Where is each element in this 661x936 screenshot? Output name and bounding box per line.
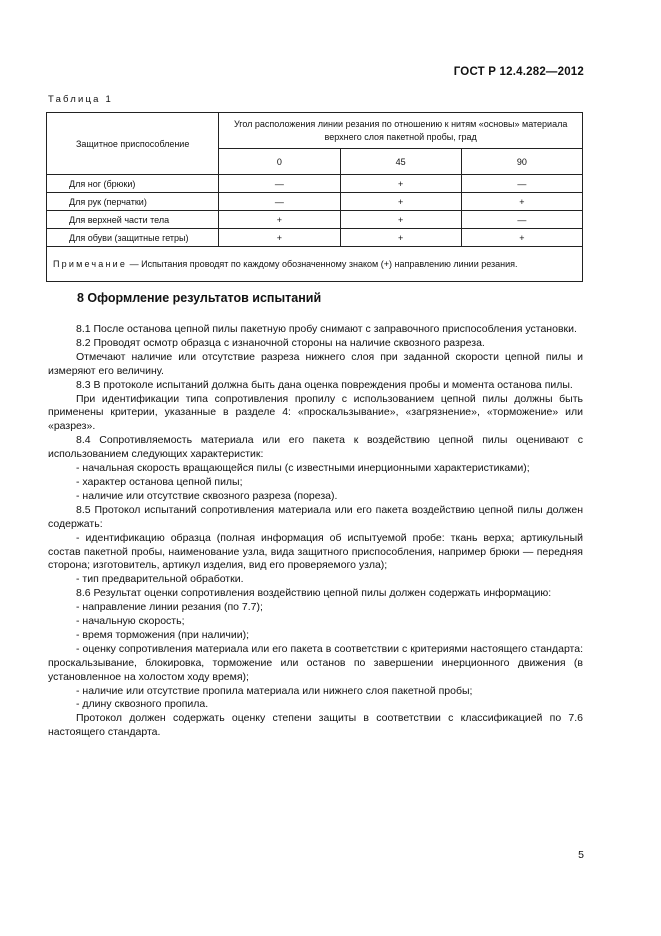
list-item: - длину сквозного пропила. bbox=[76, 698, 209, 711]
paragraph: 8.5 Протокол испытаний сопротивления материала или его пакета воздействию цепной пилы должен содержать: bbox=[48, 503, 583, 530]
table-cell: + bbox=[219, 229, 340, 247]
table-cell: — bbox=[219, 193, 340, 211]
column-header-device: Защитное приспособление bbox=[47, 113, 219, 175]
paragraph: 8.1 После останова цепной пилы пакетную пробу снимают с заправочного приспособления установки. bbox=[76, 323, 577, 335]
list-item: - время торможения (при наличии); bbox=[76, 628, 249, 641]
document-id: ГОСТ Р 12.4.282—2012 bbox=[453, 66, 584, 78]
table-cell: + bbox=[340, 211, 461, 229]
table-cell: + bbox=[219, 211, 340, 229]
list-item: - наличие или отсутствие сквозного разреза (пореза). bbox=[76, 489, 338, 502]
table-cell: + bbox=[461, 229, 582, 247]
paragraph: Отмечают наличие или отсутствие разреза нижнего слоя при заданной скорости цепной пилы и измеряют его величину. bbox=[48, 350, 583, 377]
page-number: 5 bbox=[578, 849, 584, 861]
list-item: - направление линии резания (по 7.7); bbox=[76, 601, 263, 614]
table-cell: + bbox=[340, 175, 461, 193]
angle-header: 0 bbox=[219, 149, 340, 175]
angle-header: 90 bbox=[461, 149, 582, 175]
body-text bbox=[48, 323, 583, 740]
table-cell: — bbox=[219, 175, 340, 193]
table-cell: — bbox=[461, 211, 582, 229]
row-label: Для обуви (защитные гетры) bbox=[47, 229, 219, 247]
list-item: - тип предварительной обработки. bbox=[76, 573, 244, 586]
column-header-angle-group: Угол расположения линии резания по отношению к нитям «основы» материала верхнего слоя пакетной пробы, град bbox=[219, 113, 583, 149]
list-item: - наличие или отсутствие пропила материала или нижнего слоя пакетной пробы; bbox=[76, 684, 473, 697]
list-item: - идентификацию образца (полная информация об испытуемой пробе: ткань верха; артикульный состав пакетной пробы, наименование узла, вида защитного приспособления, например брюки — передняя сторона; изготовитель, артикул изделия, вид его проверяемого узла); bbox=[48, 531, 583, 572]
paragraph: 8.3 В протоколе испытаний должна быть дана оценка повреждения пробы и момента останова пилы. bbox=[76, 378, 573, 391]
row-label: Для верхней части тела bbox=[47, 211, 219, 229]
protection-angle-table bbox=[46, 112, 583, 282]
note-text: — Испытания проводят по каждому обозначенному знаком (+) направлению линии резания. bbox=[127, 258, 518, 269]
table-row bbox=[47, 175, 583, 193]
list-item: - оценку сопротивления материала или его пакета в соответствии с критериями настоящего стандарта: проскальзывание, блокировка, торможение или останов по завершении инерционного движения (в установленное на холостом ходу время); bbox=[48, 642, 583, 683]
table-cell: + bbox=[461, 193, 582, 211]
note-label: Примечание bbox=[53, 258, 128, 269]
list-item: - начальную скорость; bbox=[76, 615, 185, 628]
table-cell: + bbox=[340, 229, 461, 247]
angle-header: 45 bbox=[340, 149, 461, 175]
list-item: - характер останова цепной пилы; bbox=[76, 475, 243, 488]
row-label: Для рук (перчатки) bbox=[47, 193, 219, 211]
table-caption: Таблица 1 bbox=[48, 94, 113, 105]
paragraph: Протокол должен содержать оценку степени защиты в соответствии с классификацией по 7.6 настоящего стандарта. bbox=[48, 712, 583, 739]
paragraph: 8.2 Проводят осмотр образца с изнаночной стороны на наличие сквозного разреза. bbox=[76, 336, 485, 349]
section-title: 8 Оформление результатов испытаний bbox=[77, 291, 322, 305]
paragraph: 8.6 Результат оценки сопротивления воздействию цепной пилы должен содержать информацию: bbox=[76, 587, 552, 600]
row-label: Для ног (брюки) bbox=[47, 175, 219, 193]
table-cell: + bbox=[340, 193, 461, 211]
table-cell: — bbox=[461, 175, 582, 193]
table-row bbox=[47, 229, 583, 247]
paragraph: 8.4 Сопротивляемость материала или его пакета к воздействию цепной пилы оценивают с использованием следующих характеристик: bbox=[48, 434, 583, 461]
table-note bbox=[47, 247, 583, 282]
table-row bbox=[47, 193, 583, 211]
table-row bbox=[47, 211, 583, 229]
paragraph: При идентификации типа сопротивления пропилу с использованием цепной пилы должны быть применены критерии, указанные в разделе 4: «проскальзывание», «загрязнение», «торможение» или «разрез». bbox=[48, 392, 583, 433]
list-item: - начальная скорость вращающейся пилы (с известными инерционными характеристиками); bbox=[76, 462, 530, 475]
